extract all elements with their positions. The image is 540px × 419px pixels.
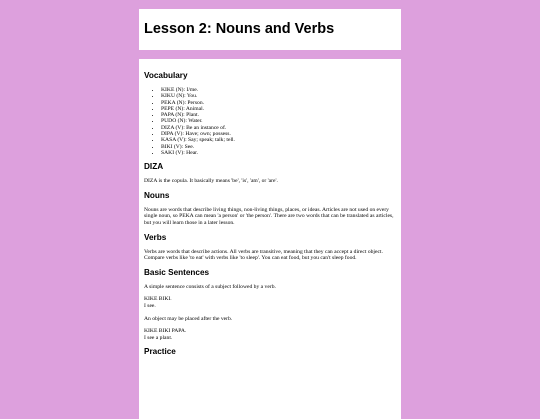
- example-translation: I see.: [144, 303, 156, 310]
- example-sentence: [144, 296, 396, 309]
- object-note: An object may be placed after the verb.: [144, 315, 233, 322]
- vocabulary-item: • PAPA (N): Plant.: [161, 112, 396, 118]
- practice-heading: Practice: [144, 347, 176, 357]
- vocabulary-item: • DIZA (V): Be an instance of.: [161, 125, 396, 131]
- vocabulary-item: • DIPA (V): Have; own; possess.: [161, 131, 396, 137]
- vocabulary-heading: Vocabulary: [144, 71, 188, 80]
- vocabulary-item: • PEKA (N): Person.: [161, 100, 396, 106]
- example-sentence: [144, 328, 396, 341]
- vocabulary-item: • SAKI (V): Hear.: [161, 150, 396, 156]
- vocabulary-item: • KASA (V): Say; speak; talk; tell.: [161, 137, 396, 143]
- header-card: [139, 9, 401, 50]
- vocabulary-list: [144, 87, 396, 156]
- vocabulary-item: • KIKE (N): I/me.: [161, 87, 396, 93]
- diza-text: DIZA is the copula. It basically means 'be', 'is', 'am', or 'are'.: [144, 178, 278, 185]
- verbs-text: Verbs are words that describe actions. All verbs are transitive, meaning that they can accept a direct object. Compare verbs like 'to eat' with verbs like 'to sleep'. You can eat food, but you can't sleep food.: [144, 248, 383, 262]
- example-source: KIKE BIKI PAPA.: [144, 328, 187, 335]
- example-source: KIKE BIKI.: [144, 296, 172, 303]
- content-card: [139, 59, 401, 419]
- basic-sentences-intro: A simple sentence consists of a subject followed by a verb.: [144, 283, 276, 290]
- nouns-heading: Nouns: [144, 190, 170, 200]
- vocabulary-item: • BIKI (V): See.: [161, 144, 396, 150]
- vocabulary-item: • PUDO (N): Water.: [161, 118, 396, 124]
- vocabulary-item: • KIKU (N): You.: [161, 93, 396, 99]
- nouns-text: Nouns are words that describe living things, non-living things, places, or ideas. Articles are not used on every single noun, so PEKA can mean 'a person' or 'the person'. There are two words that can be translated as articles, but you will learn those in a later lesson.: [144, 206, 394, 227]
- diza-heading: DIZA: [144, 162, 164, 172]
- vocabulary-item: • PEPE (N): Animal.: [161, 106, 396, 112]
- page-title: Lesson 2: Nouns and Verbs: [144, 21, 335, 37]
- basic-sentences-heading: Basic Sentences: [144, 267, 210, 277]
- verbs-heading: Verbs: [144, 232, 167, 242]
- example-translation: I see a plant.: [144, 334, 173, 341]
